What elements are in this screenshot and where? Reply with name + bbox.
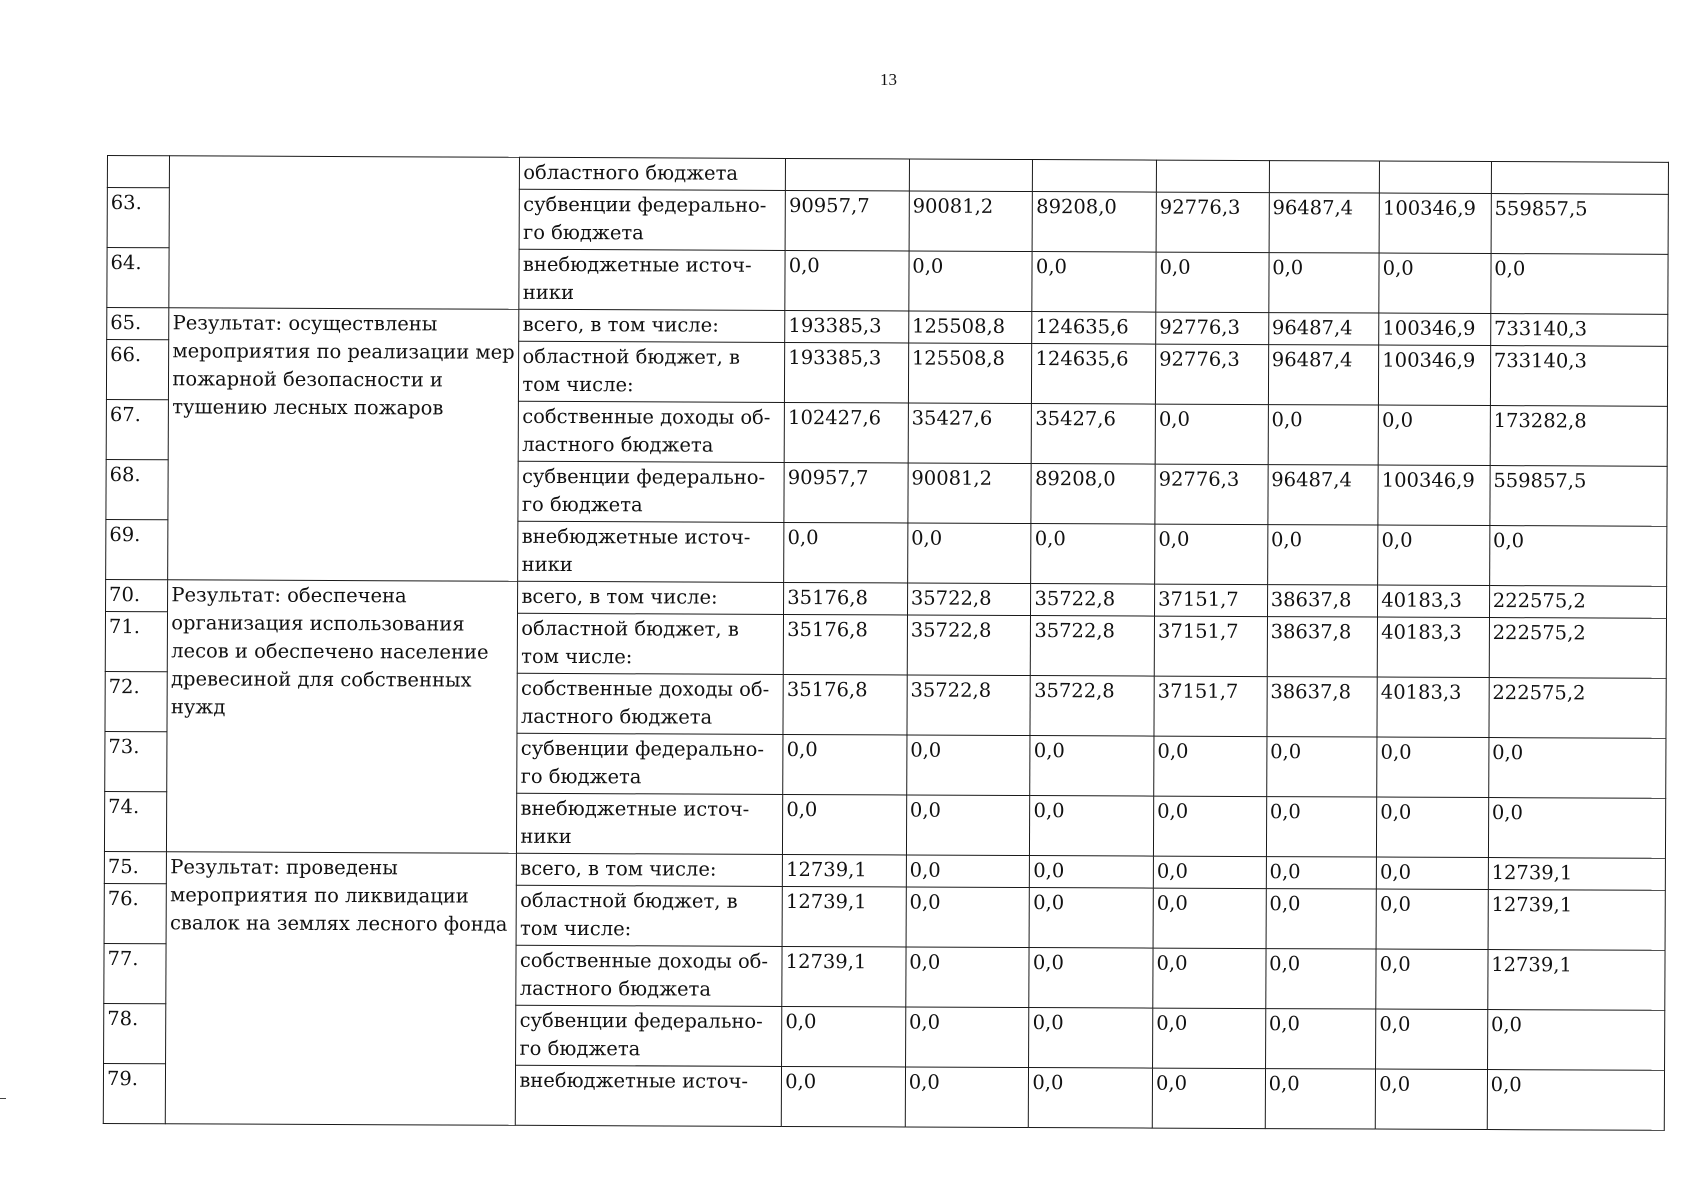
amount-cell: 38637,8 — [1267, 585, 1378, 617]
amount-cell — [1033, 160, 1157, 193]
scan-edge-mark — [0, 1098, 6, 1099]
table-row — [106, 579, 1667, 618]
amount-cell: 92776,3 — [1155, 464, 1268, 524]
amount-cell: 193385,3 — [785, 310, 909, 343]
amount-cell: 0,0 — [1153, 1008, 1266, 1068]
amount-cell: 0,0 — [1377, 797, 1489, 857]
amount-cell: 0,0 — [1030, 796, 1154, 857]
budget-table — [103, 155, 1669, 1131]
amount-cell: 125508,8 — [908, 343, 1032, 404]
amount-cell: 733140,3 — [1490, 314, 1667, 347]
table-row — [104, 851, 1665, 890]
row-number: 69. — [106, 519, 169, 579]
result-description: Результат: обеспечена организация использования лесов и обеспечено население древесиной для собственных нужд — [167, 580, 518, 854]
amount-cell: 0,0 — [1489, 526, 1667, 587]
amount-cell: 90957,7 — [784, 462, 908, 523]
funding-source: внебюджетные источ-ники — [519, 249, 785, 310]
row-number: 66. — [106, 340, 169, 400]
amount-cell: 0,0 — [1487, 1010, 1665, 1071]
amount-cell: 40183,3 — [1378, 585, 1490, 617]
amount-cell: 12739,1 — [1488, 858, 1665, 891]
amount-cell: 0,0 — [1153, 948, 1266, 1008]
amount-cell: 37151,7 — [1154, 676, 1267, 736]
amount-cell: 0,0 — [1378, 405, 1490, 465]
funding-source: всего, в том числе: — [519, 309, 785, 342]
amount-cell: 0,0 — [905, 1007, 1029, 1068]
amount-cell: 0,0 — [1030, 736, 1154, 797]
amount-cell: 40183,3 — [1377, 677, 1489, 737]
amount-cell — [909, 159, 1033, 192]
amount-cell: 35722,8 — [1031, 616, 1155, 677]
amount-cell: 0,0 — [1376, 949, 1488, 1009]
amount-cell: 0,0 — [1266, 737, 1377, 797]
table-body — [103, 156, 1668, 1131]
amount-cell: 0,0 — [1029, 1008, 1153, 1069]
amount-cell: 0,0 — [1155, 404, 1268, 464]
amount-cell: 0,0 — [783, 794, 907, 855]
amount-cell: 0,0 — [1156, 252, 1269, 312]
amount-cell: 222575,2 — [1489, 586, 1666, 619]
amount-cell: 0,0 — [1154, 736, 1267, 796]
amount-cell: 0,0 — [1030, 856, 1154, 889]
amount-cell: 0,0 — [1376, 889, 1488, 949]
amount-cell: 0,0 — [1266, 857, 1377, 889]
amount-cell: 37151,7 — [1155, 584, 1268, 616]
funding-source: субвенции федерально-го бюджета — [519, 189, 785, 250]
amount-cell — [1269, 161, 1380, 193]
amount-cell: 222575,2 — [1489, 678, 1667, 739]
amount-cell: 38637,8 — [1267, 677, 1378, 737]
amount-cell: 100346,9 — [1379, 193, 1491, 253]
amount-cell: 559857,5 — [1490, 466, 1668, 527]
row-number: 71. — [105, 611, 168, 671]
amount-cell: 0,0 — [1265, 949, 1376, 1009]
amount-cell: 733140,3 — [1490, 346, 1668, 407]
amount-cell: 35722,8 — [907, 675, 1031, 736]
row-number: 63. — [107, 188, 170, 248]
amount-cell: 0,0 — [781, 1066, 905, 1127]
funding-source: внебюджетные источ- — [516, 1065, 782, 1126]
amount-cell: 0,0 — [1153, 856, 1266, 888]
amount-cell: 0,0 — [1032, 252, 1156, 313]
amount-cell: 89208,0 — [1031, 464, 1155, 525]
row-number: 65. — [107, 308, 169, 340]
amount-cell: 0,0 — [907, 523, 1031, 584]
amount-cell: 0,0 — [1491, 254, 1669, 315]
amount-cell: 0,0 — [1265, 1069, 1376, 1129]
row-number: 76. — [104, 883, 167, 943]
amount-cell: 0,0 — [1155, 524, 1268, 584]
amount-cell: 0,0 — [1267, 525, 1378, 585]
amount-cell: 0,0 — [1379, 253, 1491, 313]
amount-cell: 0,0 — [1378, 525, 1490, 585]
amount-cell: 0,0 — [906, 947, 1030, 1008]
amount-cell: 89208,0 — [1033, 192, 1157, 253]
amount-cell: 0,0 — [906, 855, 1030, 888]
amount-cell: 35176,8 — [783, 614, 907, 675]
amount-cell: 35427,6 — [1032, 404, 1156, 465]
amount-cell: 0,0 — [1269, 253, 1380, 313]
amount-cell: 124635,6 — [1032, 344, 1156, 405]
amount-cell: 0,0 — [1029, 1068, 1153, 1129]
amount-cell: 100346,9 — [1379, 345, 1491, 405]
row-number: 64. — [107, 248, 170, 308]
amount-cell: 35722,8 — [1031, 584, 1155, 617]
result-description: Результат: проведены мероприятия по ликвидации свалок на землях лесного фонда — [166, 852, 517, 1126]
row-number: 74. — [104, 791, 167, 851]
amount-cell: 0,0 — [785, 250, 909, 311]
amount-cell: 0,0 — [1376, 1009, 1488, 1069]
amount-cell: 96487,4 — [1268, 465, 1379, 525]
amount-cell: 124635,6 — [1032, 312, 1156, 345]
amount-cell: 0,0 — [905, 1067, 1029, 1128]
amount-cell: 35722,8 — [907, 615, 1031, 676]
amount-cell: 0,0 — [783, 734, 907, 795]
funding-source: субвенции федерально-го бюджета — [518, 461, 784, 522]
funding-source: субвенции федерально-го бюджета — [516, 1005, 782, 1066]
amount-cell: 90081,2 — [909, 191, 1033, 252]
row-number: 67. — [106, 399, 169, 459]
amount-cell: 0,0 — [1375, 1069, 1487, 1129]
amount-cell: 0,0 — [1152, 1068, 1265, 1128]
amount-cell: 0,0 — [1268, 405, 1379, 465]
amount-cell: 90081,2 — [908, 463, 1032, 524]
funding-source: всего, в том числе: — [518, 581, 784, 614]
amount-cell: 96487,4 — [1268, 345, 1379, 405]
row-number: 75. — [104, 851, 166, 883]
amount-cell: 0,0 — [1153, 796, 1266, 856]
page-number: 13 — [880, 70, 897, 89]
table-row — [107, 156, 1668, 195]
amount-cell: 35722,8 — [1030, 676, 1154, 737]
amount-cell: 0,0 — [1153, 888, 1266, 948]
funding-source: областного бюджета — [520, 157, 786, 190]
row-number: 79. — [103, 1063, 166, 1123]
amount-cell: 40183,3 — [1377, 617, 1489, 677]
funding-source: собственные доходы об-ластного бюджета — [516, 945, 782, 1006]
funding-source: областной бюджет, в том числе: — [518, 613, 784, 674]
amount-cell: 92776,3 — [1156, 192, 1269, 252]
amount-cell: 0,0 — [1376, 857, 1488, 889]
funding-source: внебюджетные источ-ники — [517, 793, 783, 854]
amount-cell — [786, 158, 910, 191]
amount-cell: 12739,1 — [782, 886, 906, 947]
amount-cell: 0,0 — [1031, 524, 1155, 585]
funding-source: внебюджетные источ-ники — [518, 521, 784, 582]
amount-cell: 12739,1 — [782, 946, 906, 1007]
budget-sheet — [103, 155, 1669, 1131]
row-number: 68. — [106, 459, 169, 519]
funding-source: собственные доходы об-ластного бюджета — [519, 401, 785, 462]
funding-source: собственные доходы об-ластного бюджета — [517, 673, 783, 734]
amount-cell: 0,0 — [906, 795, 1030, 856]
amount-cell: 0,0 — [1029, 948, 1153, 1009]
amount-cell: 0,0 — [906, 887, 1030, 948]
table-row — [107, 308, 1668, 347]
row-number: 72. — [105, 671, 168, 731]
amount-cell: 0,0 — [1266, 797, 1377, 857]
funding-source: всего, в том числе: — [517, 853, 783, 886]
amount-cell: 102427,6 — [784, 402, 908, 463]
amount-cell: 38637,8 — [1267, 617, 1378, 677]
amount-cell: 35427,6 — [908, 403, 1032, 464]
amount-cell: 12739,1 — [1488, 890, 1666, 951]
amount-cell: 100346,9 — [1379, 313, 1491, 345]
amount-cell: 100346,9 — [1378, 465, 1490, 525]
amount-cell: 0,0 — [1377, 737, 1489, 797]
amount-cell: 92776,3 — [1155, 344, 1268, 404]
result-description: Результат: осуществлены мероприятия по реализации мер пожарной безопасности и тушению лесных пожаров — [168, 308, 519, 582]
amount-cell: 193385,3 — [785, 342, 909, 403]
amount-cell: 0,0 — [1029, 888, 1153, 949]
amount-cell — [1380, 161, 1492, 193]
row-number: 78. — [104, 1003, 167, 1063]
amount-cell: 0,0 — [784, 522, 908, 583]
amount-cell: 90957,7 — [785, 190, 909, 251]
amount-cell: 92776,3 — [1156, 312, 1269, 344]
result-description — [169, 156, 520, 310]
amount-cell: 0,0 — [782, 1006, 906, 1067]
row-number: 70. — [106, 579, 168, 611]
amount-cell: 0,0 — [1266, 889, 1377, 949]
amount-cell: 37151,7 — [1154, 616, 1267, 676]
amount-cell: 12739,1 — [1488, 950, 1666, 1011]
amount-cell: 0,0 — [1488, 798, 1666, 859]
funding-source: областной бюджет, в том числе: — [516, 885, 782, 946]
amount-cell — [1156, 160, 1269, 192]
row-number: 73. — [105, 731, 168, 791]
amount-cell: 0,0 — [1487, 1070, 1665, 1131]
amount-cell: 96487,4 — [1268, 313, 1379, 345]
amount-cell: 222575,2 — [1489, 618, 1667, 679]
amount-cell: 96487,4 — [1269, 193, 1380, 253]
row-number — [107, 156, 169, 188]
amount-cell: 35176,8 — [783, 674, 907, 735]
funding-source: областной бюджет, в том числе: — [519, 341, 785, 402]
funding-source: субвенции федерально-го бюджета — [517, 733, 783, 794]
amount-cell: 0,0 — [1488, 738, 1666, 799]
amount-cell: 12739,1 — [783, 854, 907, 887]
row-number: 77. — [104, 943, 167, 1003]
amount-cell: 0,0 — [1265, 1009, 1376, 1069]
amount-cell: 559857,5 — [1491, 194, 1669, 255]
amount-cell: 0,0 — [909, 251, 1033, 312]
amount-cell: 35176,8 — [784, 582, 908, 615]
amount-cell — [1491, 162, 1668, 195]
amount-cell: 0,0 — [907, 735, 1031, 796]
amount-cell: 173282,8 — [1490, 406, 1668, 467]
amount-cell: 35722,8 — [907, 583, 1031, 616]
amount-cell: 125508,8 — [908, 311, 1032, 344]
